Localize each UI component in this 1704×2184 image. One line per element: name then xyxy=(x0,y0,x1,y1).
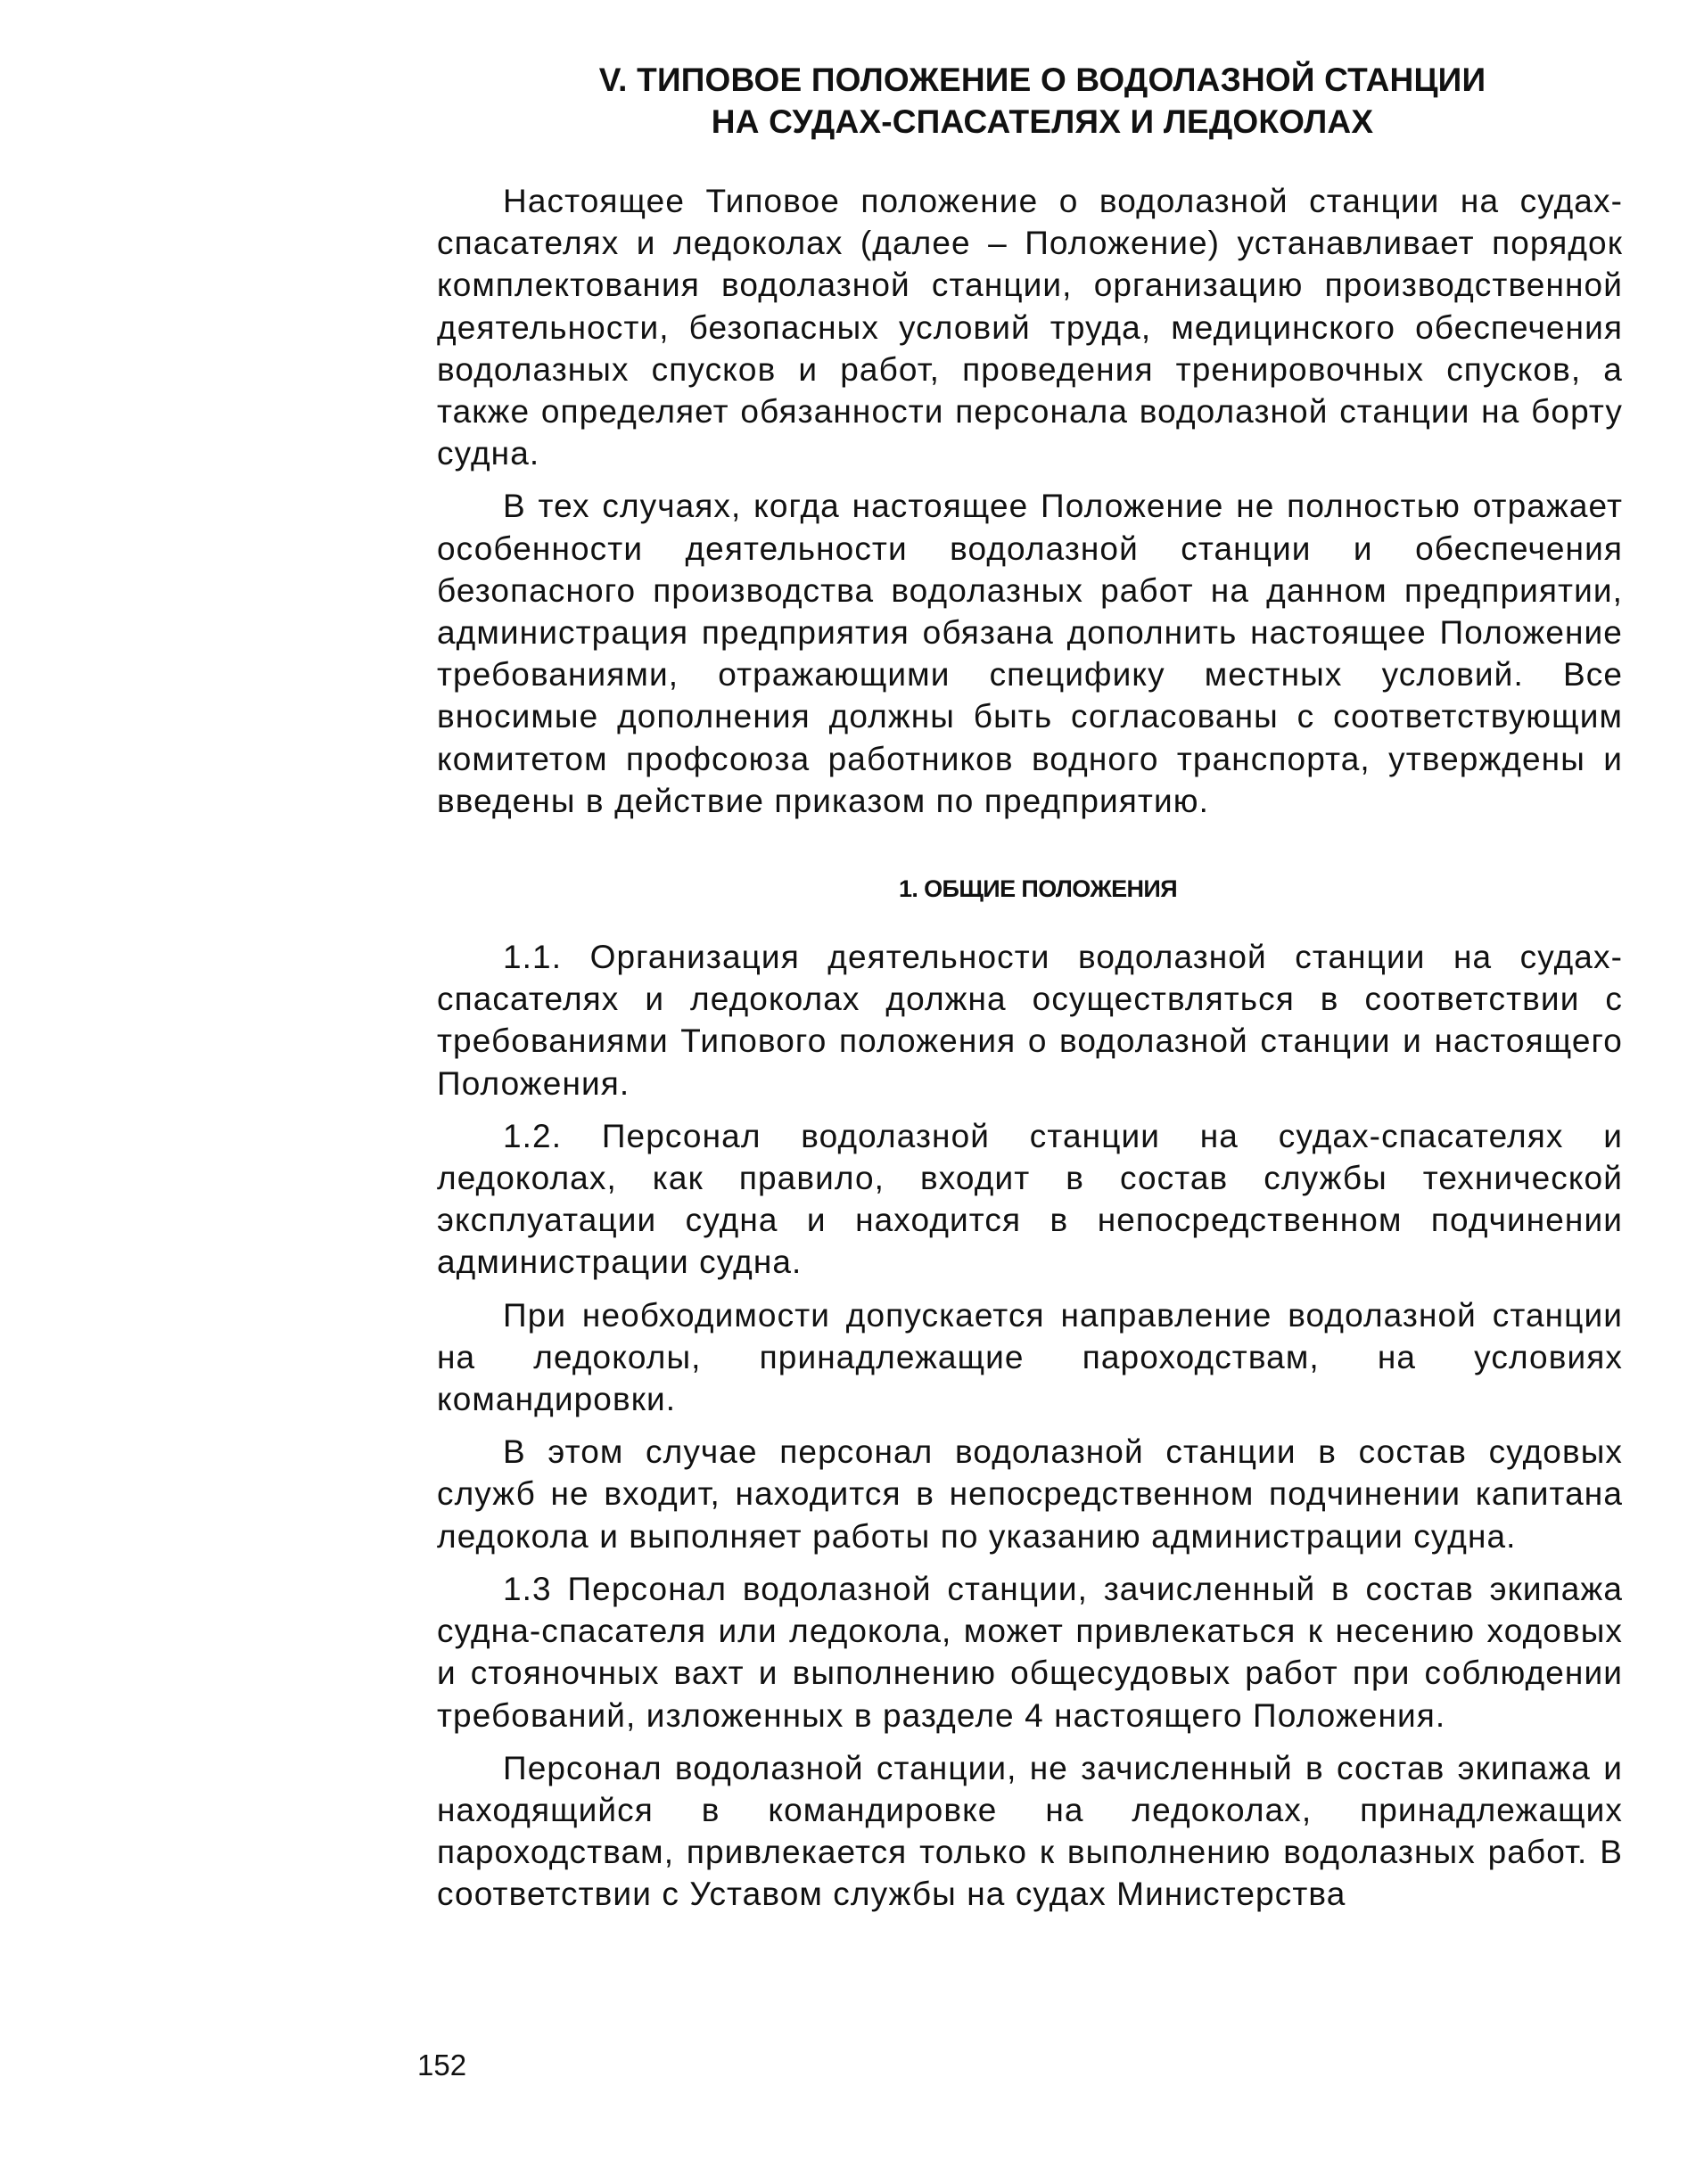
document-title xyxy=(437,59,1623,143)
clause-1-2: 1.2. Персонал водолазной станции на судах-спасателях и ледоколах, как правило, входит в состав службы технической эксплуатации судна и находится в непосредственном подчинении администрации судна. xyxy=(437,1117,1623,1281)
clause-1-2-note-2: В этом случае персонал водолазной станции в состав судовых служб не входит, находится в непосредственном подчинении капитана ледокола и выполняет работы по указанию администрации судна. xyxy=(437,1433,1623,1555)
document-page xyxy=(437,59,1623,1916)
section-heading: 1. ОБЩИЕ ПОЛОЖЕНИЯ xyxy=(898,875,1178,903)
title-line-1: V. ТИПОВОЕ ПОЛОЖЕНИЕ О ВОДОЛАЗНОЙ СТАНЦИИ xyxy=(598,62,1486,98)
clause-1-1: 1.1. Организация деятельности водолазной станции на судах-спасателях и ледоколах должна осуществляться в соответствии с требованиями Типового положения о водолазной станции и настоящего Положения. xyxy=(437,939,1623,1102)
clause-1-3: 1.3 Персонал водолазной станции, зачисленный в состав экипажа судна-спасателя или ледокола, может привлекаться к несению ходовых и стояночных вахт и выполнению общесудовых работ при соблюдении требований, изложенных в разделе 4 настоящего Положения. xyxy=(437,1570,1623,1734)
clause-1-2-note-1: При необходимости допускается направление водолазной станции на ледоколы, принадлежащие пароходствам, на условиях командировки. xyxy=(437,1296,1623,1418)
intro-paragraph-1: Настоящее Типовое положение о водолазной станции на судах-спасателях и ледоколах (далее – Положение) устанавливает порядок комплектования водолазной станции, организацию производственной деятельности, безопасных условий труда, медицинского обеспечения водолазных спусков и работ, проведения тренировочных спусков, а также определяет обязанности персонала водолазной станции на борту судна. xyxy=(437,183,1623,472)
page-number: 152 xyxy=(417,2049,467,2081)
title-line-2: НА СУДАХ-СПАСАТЕЛЯХ И ЛЕДОКОЛАХ xyxy=(711,103,1374,140)
clause-1-3-note: Персонал водолазной станции, не зачисленный в состав экипажа и находящийся в командировке на ледоколах, принадлежащих пароходствам, привлекается только к выполнению водолазных работ. В соответствии с Уставом службы на судах Министерства xyxy=(437,1749,1623,1913)
intro-paragraph-2: В тех случаях, когда настоящее Положение не полностью отражает особенности деятельности водолазной станции и обеспечения безопасного производства водолазных работ на данном предприятии, администрация предприятия обязана дополнить настоящее Положение требованиями, отражающими специфику местных условий. Все вносимые дополнения должны быть согласованы с соответствующим комитетом профсоюза работников водного транспорта, утверждены и введены в действие приказом по предприятию. xyxy=(437,488,1623,819)
